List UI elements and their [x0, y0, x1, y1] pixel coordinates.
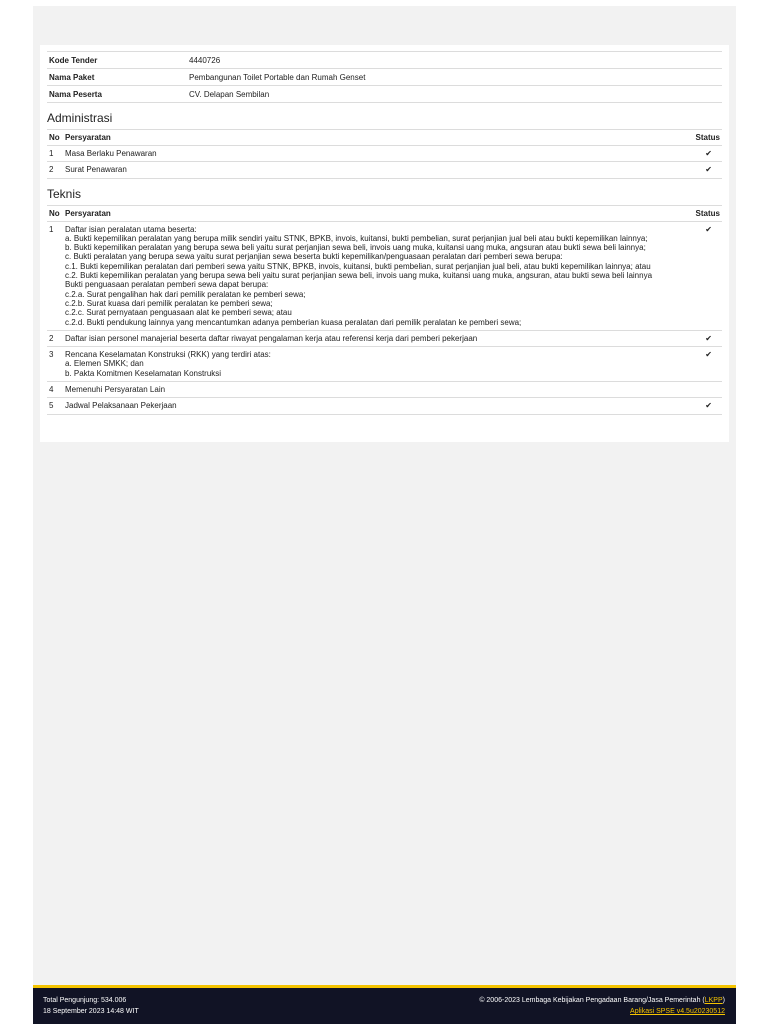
requirement-line: b. Pakta Komitmen Keselamatan Konstruksi — [65, 368, 222, 378]
requirement-line: c.1. Bukti kepemilikan peralatan dari pemberi sewa yaitu STNK, BPKB, invois, kuitansi, bukti pembelian, surat perjanjian jual beli, atau bukti kepemilikan lainnya; atau — [65, 261, 651, 271]
footer-right — [479, 995, 725, 1017]
check-icon: ✔ — [705, 401, 712, 411]
section-title-teknis: Teknis — [47, 186, 82, 201]
check-icon: ✔ — [705, 149, 712, 158]
status-cell — [676, 398, 722, 414]
row-number: 2 — [47, 330, 63, 346]
info-row-kode-tender — [47, 52, 722, 69]
info-row-nama-peserta — [47, 86, 722, 103]
status-cell — [676, 330, 722, 346]
status-cell — [676, 146, 722, 162]
requirement-text — [63, 221, 676, 330]
check-icon: ✔ — [705, 165, 712, 175]
row-number: 1 — [47, 146, 63, 162]
check-icon: ✔ — [705, 350, 712, 360]
check-icon: ✔ — [705, 333, 712, 343]
row-number: 4 — [47, 382, 63, 398]
copyright-text — [479, 995, 725, 1006]
check-icon: ✔ — [705, 224, 712, 234]
info-value: 4440726 — [187, 52, 722, 69]
status-cell — [676, 221, 722, 330]
requirement-line: c.2. Bukti kepemilikan peralatan yang berupa sewa beli yaitu surat perjanjian sewa beli, invois uang muka, kuitansi uang muka, angsuran, atau bukti sewa beli lainnya — [65, 271, 653, 281]
lkpp-link[interactable]: LKPP — [704, 997, 723, 1004]
requirement-line: c.2.c. Surat pernyataan penguasaan alat ke pemberi sewa; atau — [65, 308, 292, 318]
row-number: 5 — [47, 398, 63, 414]
table-header-row — [47, 205, 722, 221]
requirement-line: a. Bukti kepemilikan peralatan yang berupa milik sendiri yaitu STNK, BPKB, invois, kuitansi, bukti pembelian, surat perjanjian jual beli atau bukti kepemilikan lainnya; — [65, 233, 648, 243]
requirement-line: Surat Penawaran — [65, 165, 127, 175]
row-number: 3 — [47, 347, 63, 382]
requirement-line: a. Elemen SMKK; dan — [65, 359, 144, 369]
requirement-line: c. Bukti peralatan yang berupa sewa yaitu surat perjanjian sewa beserta bukti kepemilikan/penguasaan peralatan dari pemberi sewa berupa: — [65, 252, 563, 262]
copyright-prefix: © 2006-2023 Lembaga Kebijakan Pengadaan Barang/Jasa Pemerintah ( — [479, 997, 705, 1004]
app-version-link[interactable]: Aplikasi SPSE v4.5u20230512 — [630, 1008, 725, 1015]
administrasi-table — [47, 129, 722, 179]
col-header-status: Status — [676, 205, 722, 221]
table-header-row — [47, 130, 722, 146]
footer-datetime: 18 September 2023 14:48 WIT — [43, 1008, 139, 1015]
visitor-count: Total Pengunjung: 534.006 — [43, 997, 127, 1004]
requirement-text — [63, 382, 676, 398]
status-cell — [676, 382, 722, 398]
table-row — [47, 330, 722, 346]
table-row — [47, 221, 722, 330]
table-row — [47, 146, 722, 162]
table-row — [47, 347, 722, 382]
info-label: Kode Tender — [47, 52, 187, 69]
requirement-line: Jadwal Pelaksanaan Pekerjaan — [65, 401, 177, 411]
content-card — [40, 45, 729, 442]
col-header-no: No — [47, 130, 63, 146]
requirement-line: c.2.d. Bukti pendukung lainnya yang mencantumkan adanya pemberian kuasa peralatan dari pemilik peralatan ke pemberi sewa; — [65, 317, 522, 327]
info-label: Nama Peserta — [47, 86, 187, 103]
table-row — [47, 162, 722, 178]
copyright-suffix: ) — [722, 997, 725, 1004]
col-header-persyaratan: Persyaratan — [63, 205, 676, 221]
footer-left — [43, 995, 139, 1017]
table-row — [47, 398, 722, 414]
col-header-no: No — [47, 205, 63, 221]
section-title-administrasi: Administrasi — [47, 111, 113, 125]
col-header-status: Status — [676, 130, 722, 146]
footer — [33, 985, 736, 1024]
row-number: 2 — [47, 162, 63, 178]
status-cell — [676, 347, 722, 382]
requirement-line: Daftar isian peralatan utama beserta: — [65, 224, 197, 234]
info-value: Pembangunan Toilet Portable dan Rumah Genset — [187, 69, 722, 86]
table-row — [47, 382, 722, 398]
requirement-line: Daftar isian personel manajerial beserta daftar riwayat pengalaman kerja atau referensi kerja dari pemberi pekerjaan — [65, 333, 478, 343]
info-row-nama-paket — [47, 69, 722, 86]
requirement-line: c.2.a. Surat pengalihan hak dari pemilik peralatan ke pemberi sewa; — [65, 289, 306, 299]
info-value: CV. Delapan Sembilan — [187, 86, 722, 103]
requirement-line: Memenuhi Persyaratan Lain — [65, 385, 166, 395]
requirement-text — [63, 146, 676, 162]
requirement-line: Bukti penguasaan peralatan pemberi sewa dapat berupa: — [65, 280, 269, 290]
status-cell — [676, 162, 722, 178]
requirement-line: b. Bukti kepemilikan peralatan yang berupa sewa beli yaitu surat perjanjian sewa beli, invois uang muka, kuitansi uang muka, angsuran atau bukti sewa beli lainnya; — [65, 243, 646, 253]
requirement-text — [63, 162, 676, 178]
requirement-line: c.2.b. Surat kuasa dari pemilik peralatan ke pemberi sewa; — [65, 298, 273, 308]
requirement-line: Rencana Keselamatan Konstruksi (RKK) yang terdiri atas: — [65, 350, 271, 360]
info-label: Nama Paket — [47, 69, 187, 86]
requirement-text — [63, 347, 676, 382]
row-number: 1 — [47, 221, 63, 330]
requirement-line: Masa Berlaku Penawaran — [65, 149, 157, 158]
tender-info-table — [47, 51, 722, 103]
requirement-text — [63, 398, 676, 414]
col-header-persyaratan: Persyaratan — [63, 130, 676, 146]
teknis-table — [47, 205, 722, 415]
requirement-text — [63, 330, 676, 346]
